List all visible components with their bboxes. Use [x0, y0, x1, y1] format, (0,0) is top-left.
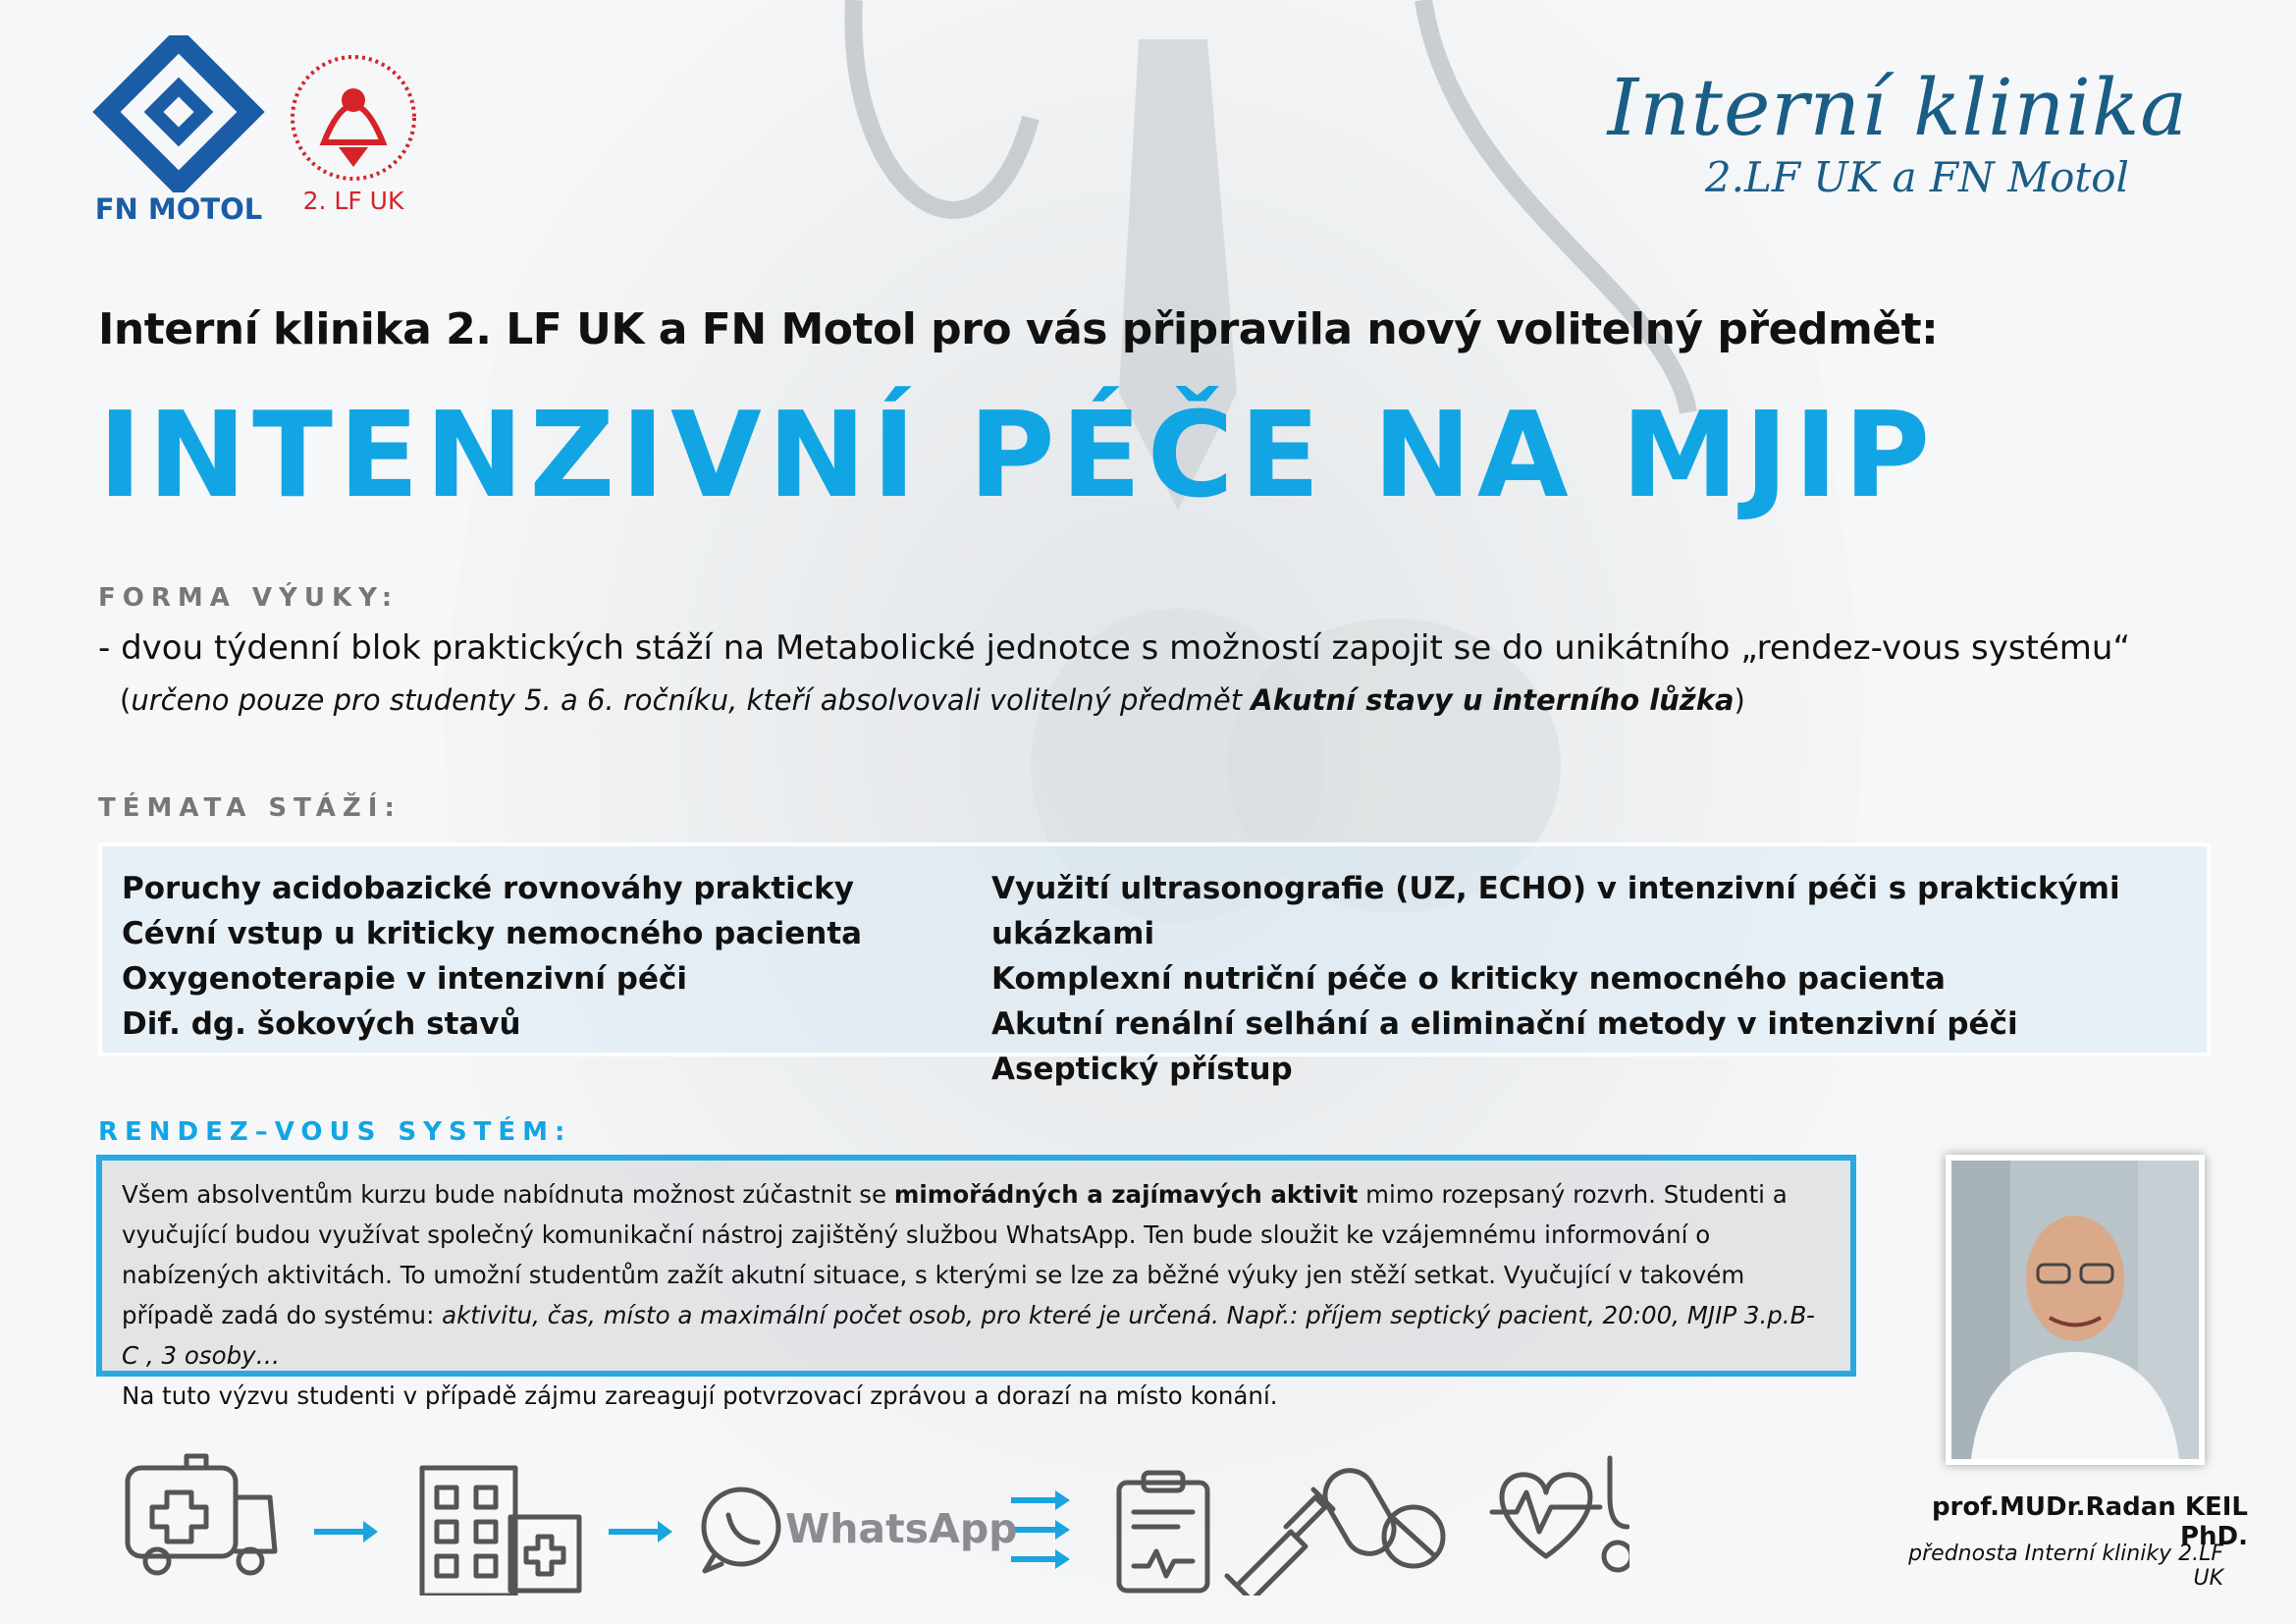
portrait-figure — [1951, 1161, 2199, 1459]
person-role: přednosta Interní kliniky 2.LF UK — [1908, 1542, 2223, 1591]
topics-box — [98, 842, 2211, 1087]
fn-motol-label: FN MOTOL — [94, 192, 263, 226]
rendezvous-box — [96, 1155, 1856, 1410]
stethoscope-icon — [1604, 1458, 1629, 1570]
temata-label: TÉMATA STÁŽÍ: — [98, 793, 401, 823]
rendezvous-label: RENDEZ–VOUS SYSTÉM: — [98, 1117, 572, 1147]
whatsapp-label: WhatsApp — [785, 1505, 1018, 1552]
rv-highlight: mimořádných a zajímavých aktivit — [893, 1180, 1359, 1209]
note-italic: určeno pouze pro studenty 5. a 6. ročníku, kteří absolvovali volitelný předmět — [131, 683, 1252, 717]
rv-example: aktivitu, čas, místo a maximální počet osob, pro které je určená. Např.: příjem septický pacient, 20:00, MJIP 3.p.B-C , 3 osoby… — [122, 1301, 1815, 1370]
portrait-photo — [1946, 1155, 2205, 1465]
topic-item: Poruchy acidobazické rovnováhy prakticky — [122, 871, 854, 906]
clinic-brand — [1607, 62, 2188, 201]
forma-label: FORMA VÝUKY: — [98, 583, 400, 613]
topic-item: Využití ultrasonografie (UZ, ECHO) v intenzivní péči s praktickými ukázkami — [991, 871, 2120, 951]
topic-item: Oxygenoterapie v intenzivní péči — [122, 961, 688, 997]
lf-uk-seal — [280, 49, 427, 187]
rendezvous-paragraph — [122, 1174, 1831, 1376]
note-bold: Akutní stavy u interního lůžka — [1251, 683, 1735, 717]
pills-icon — [1316, 1462, 1443, 1566]
rendezvous-paragraph-2: Na tuto výzvu studenti v případě zájmu zareagují potvrzovací zprávou a dorazí na místo konání. — [122, 1381, 1278, 1410]
whatsapp-icon — [704, 1489, 778, 1571]
lf-uk-logo — [280, 49, 427, 226]
process-icons — [98, 1429, 1629, 1596]
topic-item: Komplexní nutriční péče o kriticky nemocného pacienta — [991, 961, 1946, 997]
lf-uk-label: 2. LF UK — [302, 187, 404, 215]
note-open: ( — [120, 683, 132, 717]
topic-item: Akutní renální selhání a eliminační metody v intenzivní péči — [991, 1006, 2018, 1042]
fn-motol-logo — [90, 35, 267, 226]
topic-item: Dif. dg. šokových stavů — [122, 1006, 521, 1042]
rv-text: Všem absolventům kurzu bude nabídnuta možnost zúčastnit se — [122, 1180, 894, 1209]
note-close: ) — [1734, 683, 1745, 717]
page-title: INTENZIVNÍ PÉČE NA MJIP — [98, 388, 1937, 524]
brand-subtitle: 2.LF UK a FN Motol — [1704, 153, 2129, 201]
ambulance-icon — [128, 1456, 275, 1573]
rv-text: mimo rozepsaný rozvrh. Studenti a vyučující budou využívat společný komunikační nástroj zajištěný službou WhatsApp. Ten bude sloužit ke vzájemnému informování o nabízených aktivitách. To umožní studentům zažít akutní situace, s kterými se lze za běžné výuky jen stěží setkat. Vyučující v takovém případě zadá do systému: — [122, 1180, 1788, 1329]
hospital-icon — [422, 1468, 579, 1596]
syringe-icon — [1227, 1489, 1333, 1596]
heart-rate-icon — [1492, 1475, 1600, 1556]
person-name: prof.MUDr.Radan KEIL PhD. — [1931, 1492, 2248, 1551]
brand-title: Interní klinika — [1607, 62, 2188, 153]
fn-motol-logo-mark — [90, 35, 267, 192]
topics-right-column — [991, 866, 2207, 1092]
forma-item: - dvou týdenní blok praktických stáží na Metabolické jednotce s možností zapojit se do unikátního „rendez-vous systému“ — [98, 628, 2131, 668]
topics-left-column — [122, 866, 862, 1047]
topic-item: Aseptický přístup — [991, 1052, 1293, 1087]
forma-note — [120, 683, 1745, 717]
clipboard-icon — [1119, 1473, 1207, 1591]
topic-item: Cévní vstup u kriticky nemocného pacienta — [122, 916, 863, 951]
intro-heading: Interní klinika 2. LF UK a FN Motol pro vás připravila nový volitelný předmět: — [98, 304, 1939, 354]
